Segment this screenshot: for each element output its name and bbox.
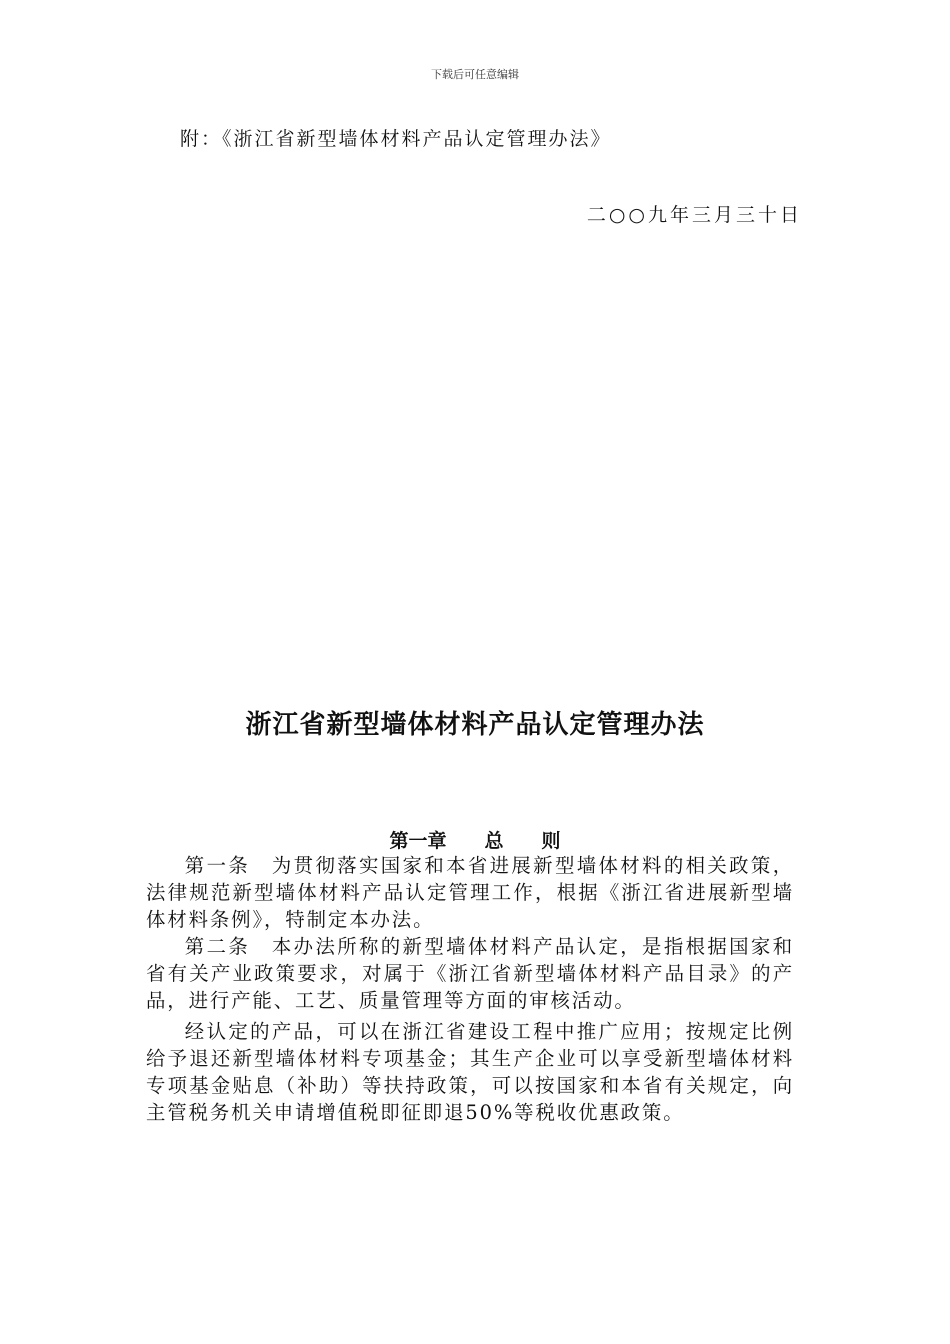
document-body xyxy=(146,852,794,1126)
article-2-continuation-paragraph: 经认定的产品，可以在浙江省建设工程中推广应用；按规定比例给予退还新型墙体材料专项基金；其生产企业可以享受新型墙体材料专项基金贴息（补助）等扶持政策，可以按国家和本省有关规定，向主管税务机关申请增值税即征即退50%等税收优惠政策。 xyxy=(146,1020,794,1124)
article-1-paragraph: 第一条 为贯彻落实国家和本省进展新型墙体材料的相关政策，法律规范新型墙体材料产品认定管理工作，根据《浙江省进展新型墙体材料条例》，特制定本办法。 xyxy=(146,854,794,931)
attachment-line: 附：《浙江省新型墙体材料产品认定管理办法》 xyxy=(180,128,612,150)
page-header: 下载后可任意编辑 xyxy=(431,68,519,81)
document-title: 浙江省新型墙体材料产品认定管理办法 xyxy=(245,710,705,740)
issue-date: 二○○九年三月三十日 xyxy=(586,204,802,226)
chapter-heading: 第一章 总 则 xyxy=(389,830,561,852)
article-2-paragraph: 第二条 本办法所称的新型墙体材料产品认定，是指根据国家和省有关产业政策要求，对属于《浙江省新型墙体材料产品目录》的产品，进行产能、工艺、质量管理等方面的审核活动。 xyxy=(146,935,794,1012)
